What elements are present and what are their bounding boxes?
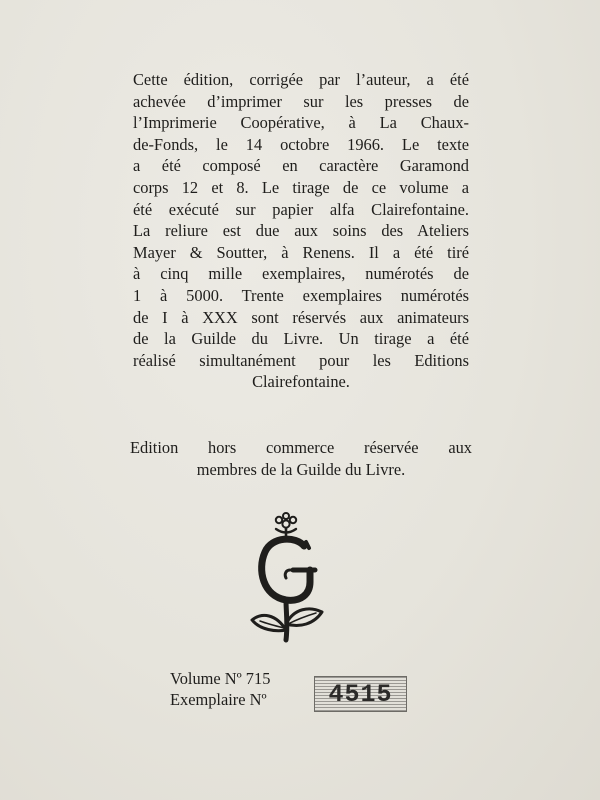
volume-number-label: Volume Nº 715 xyxy=(170,669,271,688)
colophon-line: l’Imprimerie Coopérative, à La Chaux- xyxy=(133,113,469,133)
colophon-line: de la Guilde du Livre. Un tirage a été xyxy=(133,329,469,349)
colophon-line: de-Fonds, le 14 octobre 1966. Le texte xyxy=(133,134,469,154)
guilde-du-livre-emblem-icon xyxy=(246,512,338,644)
edition-note-line: Edition hors commerce réservée aux xyxy=(130,438,472,457)
colophon-line: 1 à 5000. Trente exemplaires numérotés xyxy=(133,285,469,305)
exemplaire-number-stamp xyxy=(314,676,407,712)
flower-icon xyxy=(276,513,296,538)
colophon-line: à cinq mille exemplaires, numérotés de xyxy=(133,264,469,284)
colophon-line: achevée d’imprimer sur les presses de xyxy=(133,91,469,111)
colophon-line: Clairefontaine. xyxy=(252,372,350,392)
colophon-line: été exécuté sur papier alfa Clairefontaine. xyxy=(133,199,469,219)
colophon-line: réalisé simultanément pour les Editions xyxy=(133,350,469,370)
colophon-text xyxy=(133,69,469,393)
colophon-line: corps 12 et 8. Le tirage de ce volume a xyxy=(133,177,469,197)
colophon-line: a été composé en caractère Garamond xyxy=(133,156,469,176)
colophon-line: Mayer & Soutter, à Renens. Il a été tiré xyxy=(133,242,469,262)
exemplaire-number: 4515 xyxy=(328,680,393,709)
edition-note-line: membres de la Guilde du Livre. xyxy=(196,460,406,479)
colophon-line: La reliure est due aux soins des Ateliers xyxy=(133,221,469,241)
edition-note xyxy=(120,437,482,481)
exemplaire-label: Exemplaire Nº xyxy=(170,690,267,709)
colophon-line: de I à XXX sont réservés aux animateurs xyxy=(133,307,469,327)
colophon-line: Cette édition, corrigée par l’auteur, a été xyxy=(133,70,469,89)
